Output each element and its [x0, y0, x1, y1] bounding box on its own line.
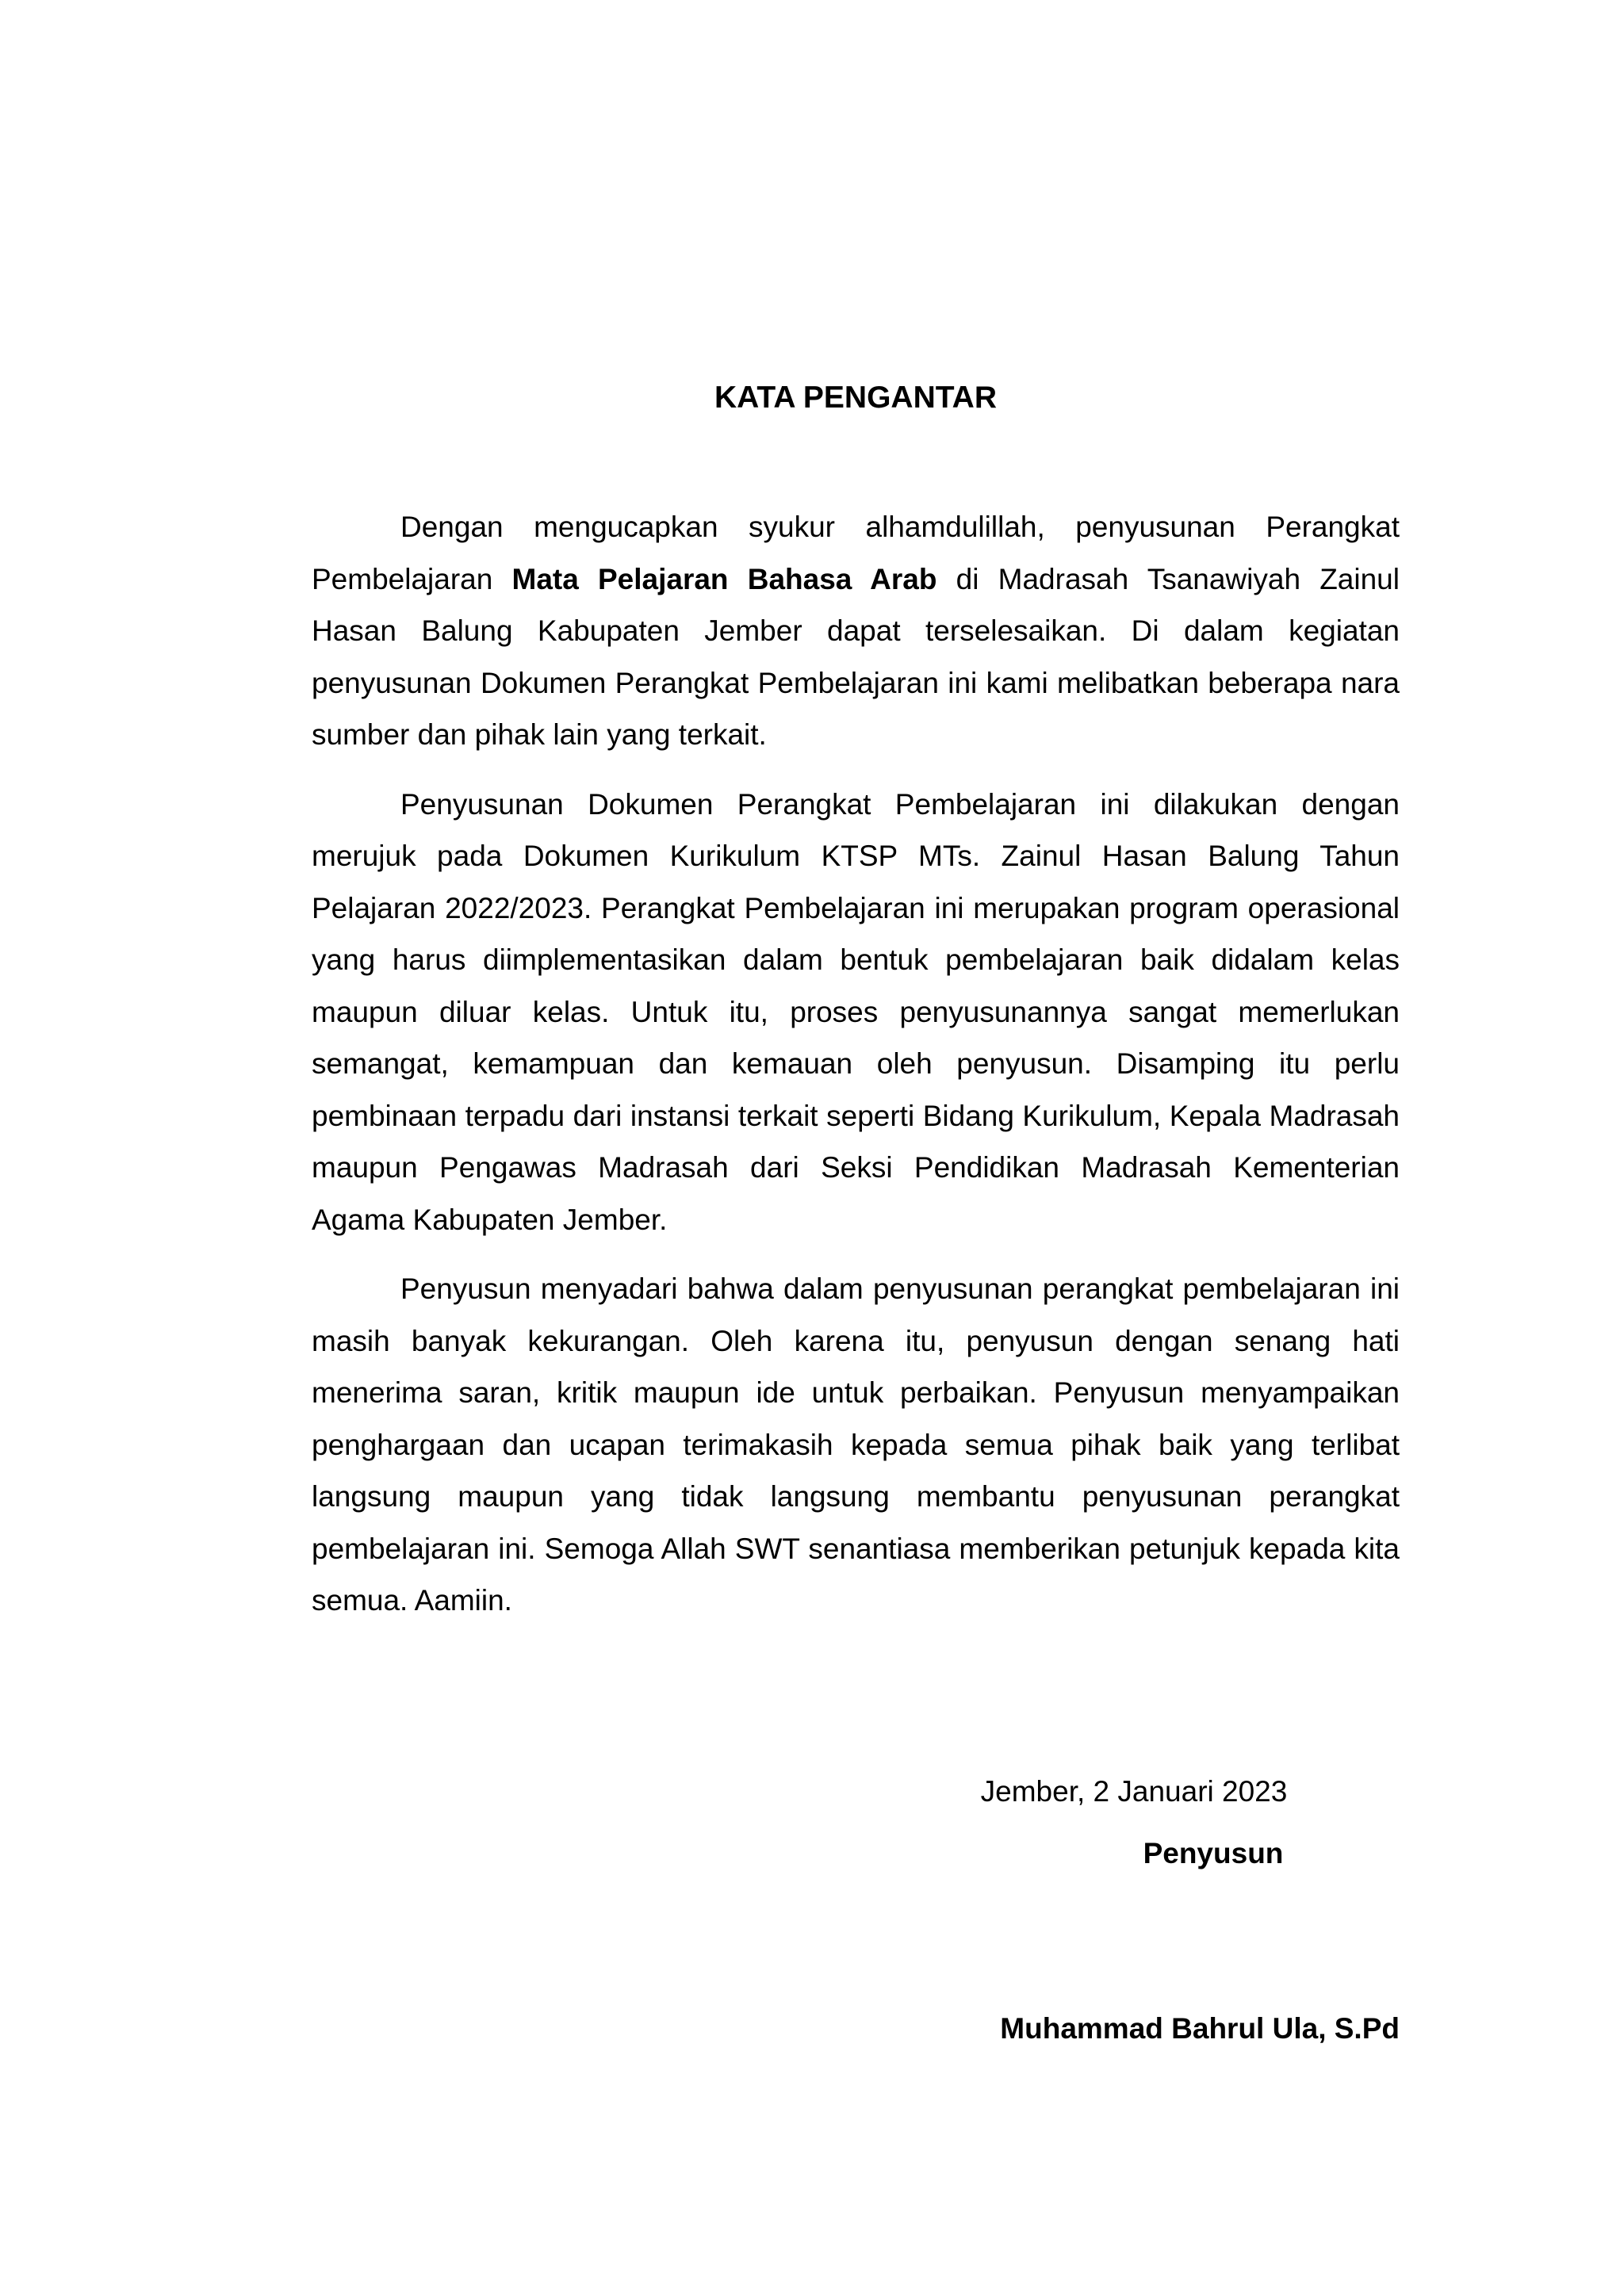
signature-name: Muhammad Bahrul Ula, S.Pd	[1000, 2012, 1400, 2045]
paragraph-1-bold-subject: Mata Pelajaran Bahasa Arab	[511, 562, 937, 595]
document-title: KATA PENGANTAR	[714, 381, 998, 415]
paragraph-1	[312, 501, 1400, 761]
paragraph-1-text-after: di Madrasah Tsanawiyah Zainul Hasan Balung Kabupaten Jember dapat terselesaikan. Di dalam kegiatan penyusunan Dokumen Perangkat Pembelajaran ini kami melibatkan beberapa nara sumber dan pihak lain yang terkait.	[312, 562, 1400, 751]
paragraph-1-text-before: Dengan mengucapkan syukur alhamdulillah, penyusunan Perangkat Pembelajaran	[312, 511, 1400, 595]
document-body	[312, 501, 1400, 1644]
paragraph-2: Penyusunan Dokumen Perangkat Pembelajaran ini dilakukan dengan merujuk pada Dokumen Kurikulum KTSP MTs. Zainul Hasan Balung Tahun Pelajaran 2022/2023. Perangkat Pembelajaran ini merupakan program operasional yang harus diimplementasikan dalam bentuk pembelajaran baik didalam kelas maupun diluar kelas. Untuk itu, proses penyusunannya sangat memerlukan semangat, kemampuan dan kemauan oleh penyusun. Disamping itu perlu pembinaan terpadu dari instansi terkait seperti Bidang Kurikulum, Kepala Madrasah maupun Pengawas Madrasah dari Seksi Pendidikan Madrasah Kementerian Agama Kabupaten Jember.	[312, 787, 1400, 1236]
signature-role: Penyusun	[1143, 1837, 1284, 1869]
signature-place-date: Jember, 2 Januari 2023	[980, 1775, 1288, 1808]
paragraph-3: Penyusun menyadari bahwa dalam penyusunan perangkat pembelajaran ini masih banyak kekurangan. Oleh karena itu, penyusun dengan senang hati menerima saran, kritik maupun ide untuk perbaikan. Penyusun menyampaikan penghargaan dan ucapan terimakasih kepada semua pihak baik yang terlibat langsung maupun yang tidak langsung membantu penyusunan perangkat pembelajaran ini. Semoga Allah SWT senantiasa memberikan petunjuk kepada kita semua. Aamiin.	[312, 1272, 1400, 1617]
